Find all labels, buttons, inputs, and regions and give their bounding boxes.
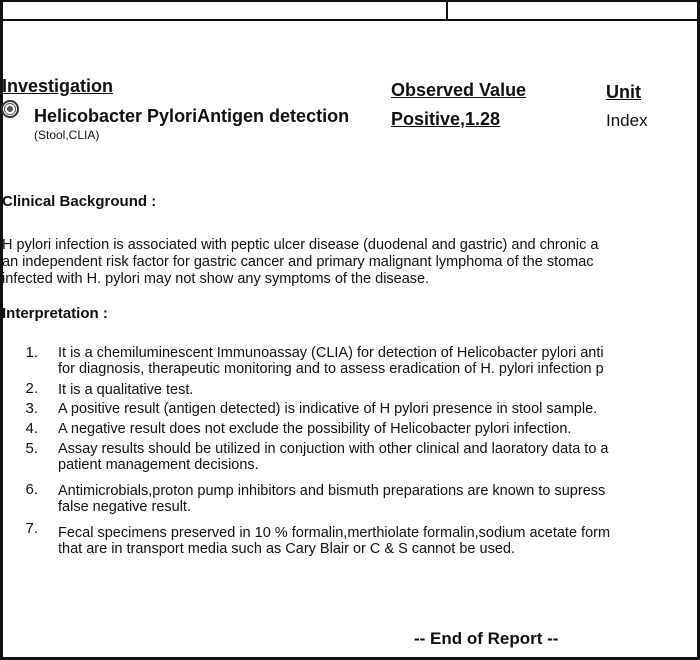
item-line: A positive result (antigen detected) is indicative of H pylori presence in stool sample. [58,401,598,417]
item-number: 4. [25,420,38,437]
clinical-background-line: H pylori infection is associated with peptic ulcer disease (duodenal and gastric) and chronic a [2,237,599,253]
test-name: Helicobacter PyloriAntigen detection [34,106,350,126]
item-line: that are in transport media such as Cary Blair or C & S cannot be used. [58,541,515,557]
item-line: Antimicrobials,proton pump inhibitors and bismuth preparations are known to supress [58,483,606,499]
item-number: 7. [25,520,38,537]
item-number: 6. [25,481,38,498]
item-line: false negative result. [58,499,191,515]
clinical-background-title: Clinical Background : [2,193,157,210]
clinical-background-line: infected with H. pylori may not show any symptoms of the disease. [2,271,430,287]
observed-value-header: Observed Value [391,80,527,100]
observed-value: Positive,1.28 [391,109,501,129]
end-of-report: -- End of Report -- [414,629,559,648]
page-edge-top [0,0,700,2]
item-line: for diagnosis, therapeutic monitoring and to assess eradication of H. pylori infection p [58,361,604,377]
item-number: 2. [25,380,38,397]
header-divider [0,19,700,21]
page-edge-left [0,0,3,660]
unit-header: Unit [606,82,641,102]
clinical-background-line: an independent risk factor for gastric cancer and primary malignant lymphoma of the stomac [2,254,594,270]
item-line: A negative result does not exclude the possibility of Helicobacter pylori infection. [58,421,572,437]
item-number: 3. [25,400,38,417]
investigation-header: Investigation [2,76,114,96]
seal-icon [1,100,19,118]
item-number: 5. [25,440,38,457]
item-number: 1. [25,344,38,361]
item-line: Fecal specimens preserved in 10 % formalin,merthiolate formalin,sodium acetate form [58,525,611,541]
header-column-divider [446,0,448,20]
interpretation-title: Interpretation : [2,305,108,322]
unit-value: Index [606,111,648,130]
item-line: It is a chemiluminescent Immunoassay (CLIA) for detection of Helicobacter pylori anti [58,345,604,361]
item-line: It is a qualitative test. [58,382,194,398]
item-line: patient management decisions. [58,457,259,473]
test-specimen: (Stool,CLIA) [34,128,100,142]
item-line: Assay results should be utilized in conjuction with other clinical and laoratory data to a [58,441,609,457]
